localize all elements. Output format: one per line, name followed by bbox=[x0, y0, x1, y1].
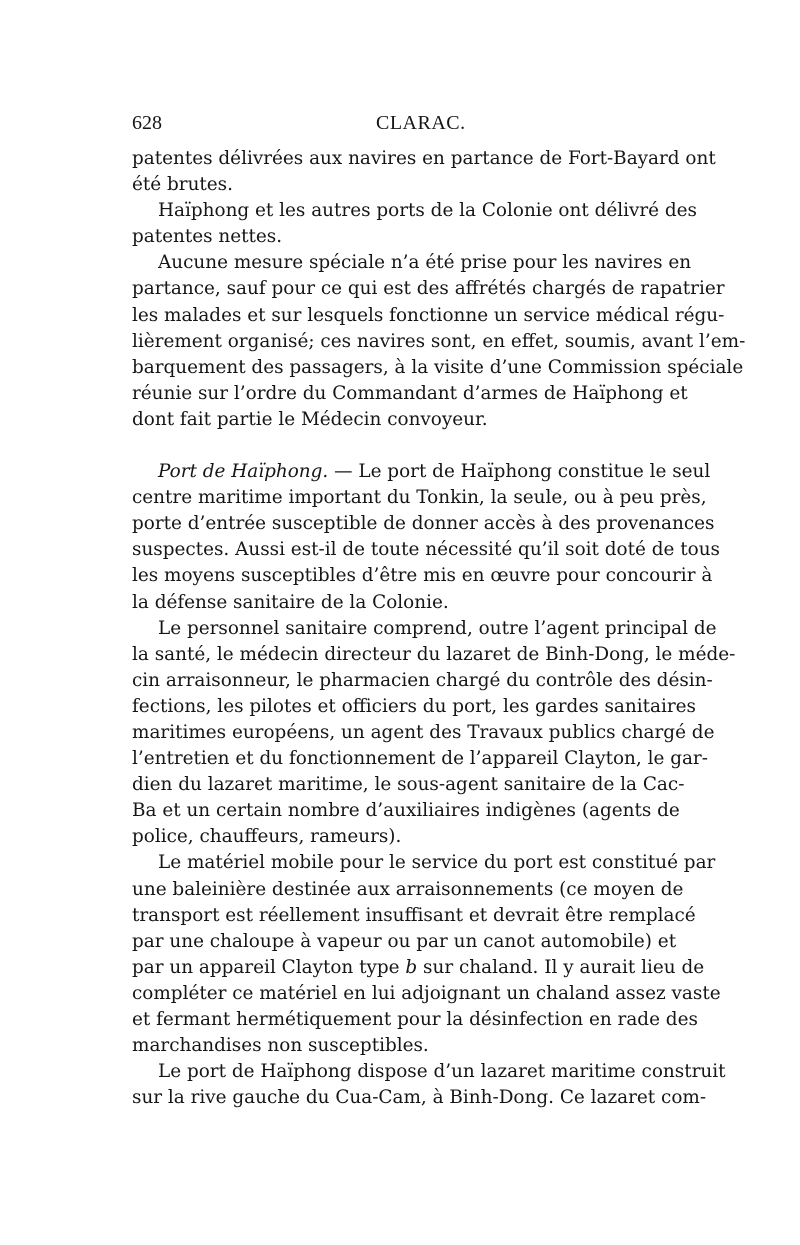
text-line: et fermant hermétiquement pour la désinfection en rade des bbox=[132, 1009, 698, 1030]
text-line: lièrement organisé; ces navires sont, en effet, soumis, avant l’em- bbox=[132, 330, 746, 352]
text-line: les malades et sur lesquels fonctionne un service médical régu- bbox=[132, 304, 725, 326]
text-line: Haïphong et les autres ports de la Colonie ont délivré des bbox=[158, 200, 697, 222]
text-line: marchandises non susceptibles. bbox=[132, 1035, 429, 1057]
text-line: dont fait partie le Médecin convoyeur. bbox=[132, 408, 488, 430]
paragraph-materiel-mobile bbox=[132, 850, 721, 1059]
text-line: sur la rive gauche du Cua-Cam, à Binh-Dong. Ce lazaret com- bbox=[132, 1087, 707, 1109]
section-spacer bbox=[132, 433, 670, 459]
text-line: Le personnel sanitaire comprend, outre l’agent principal de bbox=[158, 617, 717, 639]
text-line: les moyens susceptibles d’être mis en œuvre pour concourir à bbox=[132, 565, 713, 587]
paragraph-personnel-sanitaire bbox=[132, 616, 736, 851]
text-line: maritimes européens, un agent des Travaux publics chargé de bbox=[132, 721, 715, 743]
text-line: fections, les pilotes et officiers du port, les gardes sanitaires bbox=[132, 695, 696, 717]
text-line: l’entretien et du fonctionnement de l’appareil Clayton, le gar- bbox=[132, 748, 708, 770]
text-line: centre maritime important du Tonkin, la seule, ou à peu près, bbox=[132, 487, 707, 509]
text-line: la santé, le médecin directeur du lazaret de Binh-Dong, le méde- bbox=[132, 643, 736, 665]
text-line: patentes nettes. bbox=[132, 226, 283, 248]
text-line: police, chauffeurs, rameurs). bbox=[132, 826, 402, 848]
text-line: compléter ce matériel en lui adjoignant un chaland assez vaste bbox=[132, 982, 721, 1004]
text-line: suspectes. Aussi est-il de toute nécessité qu’il soit doté de tous bbox=[132, 539, 720, 561]
page-header bbox=[132, 112, 670, 146]
page-number: 628 bbox=[132, 112, 162, 134]
text-line: transport est réellement insuffisant et devrait être remplacé bbox=[132, 904, 696, 926]
running-head: CLARAC. bbox=[376, 112, 466, 134]
text-line: Ba et un certain nombre d’auxiliaires indigènes (agents de bbox=[132, 800, 680, 822]
text-line bbox=[132, 955, 705, 981]
text-line: porte d’entrée susceptible de donner accès à des provenances bbox=[132, 513, 715, 535]
body-text bbox=[132, 146, 746, 1111]
text-line: cin arraisonneur, le pharmacien chargé du contrôle des désin- bbox=[132, 669, 713, 691]
paragraph-fort-bayard bbox=[132, 146, 716, 198]
text-line: partance, sauf pour ce qui est des affrétés chargés de rapatrier bbox=[132, 278, 725, 300]
paragraph-port-de-haiphong bbox=[132, 459, 720, 616]
text-line: réunie sur l’ordre du Commandant d’armes de Haïphong et bbox=[132, 382, 688, 404]
book-page bbox=[132, 112, 746, 1111]
paragraph-haiphong-patentes bbox=[132, 198, 697, 250]
text-line: Le port de Haïphong dispose d’un lazaret maritime construit bbox=[158, 1061, 726, 1083]
text-span: par un appareil Clayton type bbox=[132, 956, 406, 978]
text-line: la défense sanitaire de la Colonie. bbox=[132, 591, 449, 613]
text-line: Aucune mesure spéciale n’a été prise pour les navires en bbox=[158, 252, 692, 274]
text-line: dien du lazaret maritime, le sous-agent sanitaire de la Cac- bbox=[132, 774, 685, 796]
section-heading: Port de Haïphong. bbox=[158, 461, 329, 483]
text-line: une baleinière destinée aux arraisonnements (ce moyen de bbox=[132, 878, 684, 900]
text-line: été brutes. bbox=[132, 174, 233, 196]
text-span: sur chaland. Il y aurait lieu de bbox=[417, 956, 705, 978]
type-letter: b bbox=[405, 956, 418, 978]
paragraph-mesure-speciale bbox=[132, 250, 746, 433]
text-line: patentes délivrées aux navires en partance de Fort-Bayard ont bbox=[132, 148, 716, 169]
text-line bbox=[132, 459, 711, 485]
text-line: barquement des passagers, à la visite d’une Commission spéciale bbox=[132, 356, 744, 378]
text-line: par une chaloupe à vapeur ou par un canot automobile) et bbox=[132, 930, 677, 952]
paragraph-lazaret bbox=[132, 1059, 726, 1111]
text-span: — Le port de Haïphong constitue le seul bbox=[328, 461, 711, 483]
text-line: Le matériel mobile pour le service du port est constitué par bbox=[158, 852, 716, 874]
